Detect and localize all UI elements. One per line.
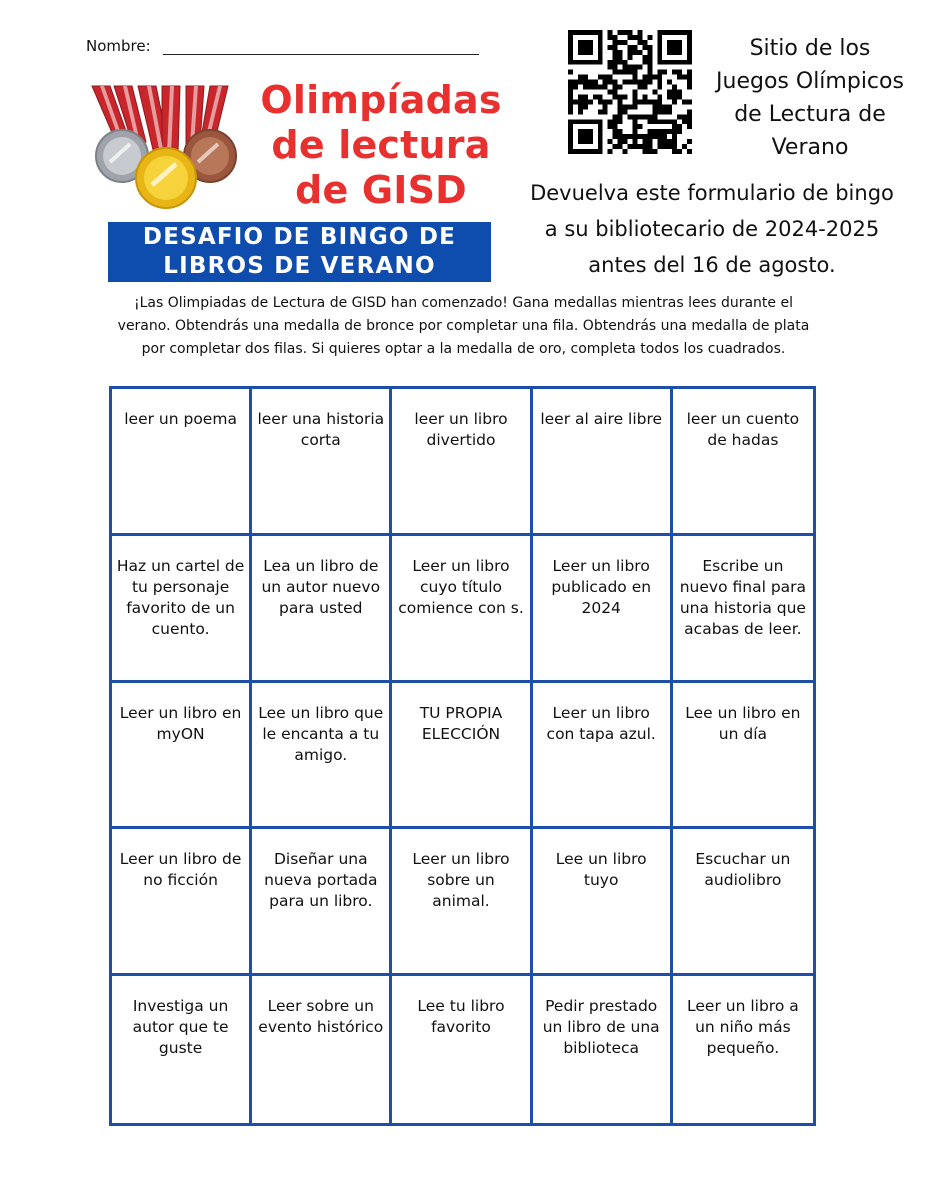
- return-line: a su bibliotecario de 2024-2025: [544, 217, 880, 241]
- bingo-cell[interactable]: leer al aire libre: [533, 389, 673, 536]
- site-line: de Lectura de: [734, 102, 886, 127]
- bingo-board: [109, 386, 816, 1126]
- bingo-cell-free[interactable]: TU PROPIA ELECCIÓN: [392, 683, 532, 830]
- bingo-cell[interactable]: Leer un libro con tapa azul.: [533, 683, 673, 830]
- site-line: Juegos Olímpicos: [716, 69, 904, 94]
- bingo-cell[interactable]: Leer un libro cuyo título comience con s.: [392, 536, 532, 683]
- bingo-cell[interactable]: Diseñar una nueva portada para un libro.: [252, 829, 392, 976]
- bingo-cell[interactable]: leer un poema: [112, 389, 252, 536]
- page-title: [250, 78, 512, 213]
- banner-line: LIBROS DE VERANO: [163, 253, 436, 279]
- bingo-cell[interactable]: leer un libro divertido: [392, 389, 532, 536]
- bingo-cell[interactable]: leer un cuento de hadas: [673, 389, 813, 536]
- bingo-cell[interactable]: Leer un libro a un niño más pequeño.: [687, 997, 799, 1058]
- bingo-cell[interactable]: Lee un libro tuyo: [533, 829, 673, 976]
- medals-icon: [90, 84, 240, 212]
- title-line: de lectura: [271, 123, 491, 167]
- name-label: Nombre:: [86, 37, 151, 55]
- title-line: de GISD: [295, 168, 467, 212]
- challenge-banner: [108, 222, 491, 282]
- bingo-cell[interactable]: Leer un libro de no ficción: [112, 829, 252, 976]
- name-field-line[interactable]: [163, 34, 479, 55]
- bingo-cell[interactable]: Lee un libro que le encanta a tu amigo.: [252, 683, 392, 830]
- return-line: antes del 16 de agosto.: [588, 253, 836, 277]
- bingo-cell[interactable]: Leer un libro en myON: [112, 683, 252, 830]
- qr-code-icon[interactable]: [568, 30, 692, 154]
- bingo-cell[interactable]: Haz un cartel de tu personaje favorito de un cuento.: [112, 536, 252, 683]
- site-line: Verano: [771, 135, 849, 160]
- bingo-cell[interactable]: Leer un libro sobre un animal.: [392, 829, 532, 976]
- bingo-cell[interactable]: Lea un libro de un autor nuevo para usted: [252, 536, 392, 683]
- bingo-cell[interactable]: Lee un libro en un día: [673, 683, 813, 830]
- bingo-cell[interactable]: Leer un libro publicado en 2024: [533, 536, 673, 683]
- bingo-cell[interactable]: Escribe un nuevo final para una historia que acabas de leer.: [673, 536, 813, 683]
- bingo-cell[interactable]: Pedir prestado un libro de una biblioteca: [533, 976, 673, 1123]
- bingo-cell[interactable]: Investiga un autor que te guste: [112, 976, 252, 1123]
- intro-paragraph: ¡Las Olimpiadas de Lectura de GISD han comenzado! Gana medallas mientras lees durante el verano. Obtendrás una medalla de bronce por completar una fila. Obtendrás una medalla de plata por completar dos filas. Si quieres optar a la medalla de oro, completa todos los cuadrados.: [117, 295, 810, 357]
- site-caption: [700, 32, 920, 164]
- bingo-cell[interactable]: Escuchar un audiolibro: [673, 829, 813, 976]
- bingo-cell[interactable]: Lee tu libro favorito: [392, 976, 532, 1123]
- bingo-cell[interactable]: leer una historia corta: [252, 389, 392, 536]
- return-instructions: [510, 175, 914, 283]
- banner-line: DESAFIO DE BINGO DE: [142, 224, 457, 250]
- name-row: [86, 34, 479, 55]
- title-line: Olimpíadas: [260, 78, 502, 122]
- bingo-cell[interactable]: Leer sobre un evento histórico: [252, 976, 392, 1123]
- return-line: Devuelva este formulario de bingo: [530, 181, 894, 205]
- site-line: Sitio de los: [749, 36, 871, 61]
